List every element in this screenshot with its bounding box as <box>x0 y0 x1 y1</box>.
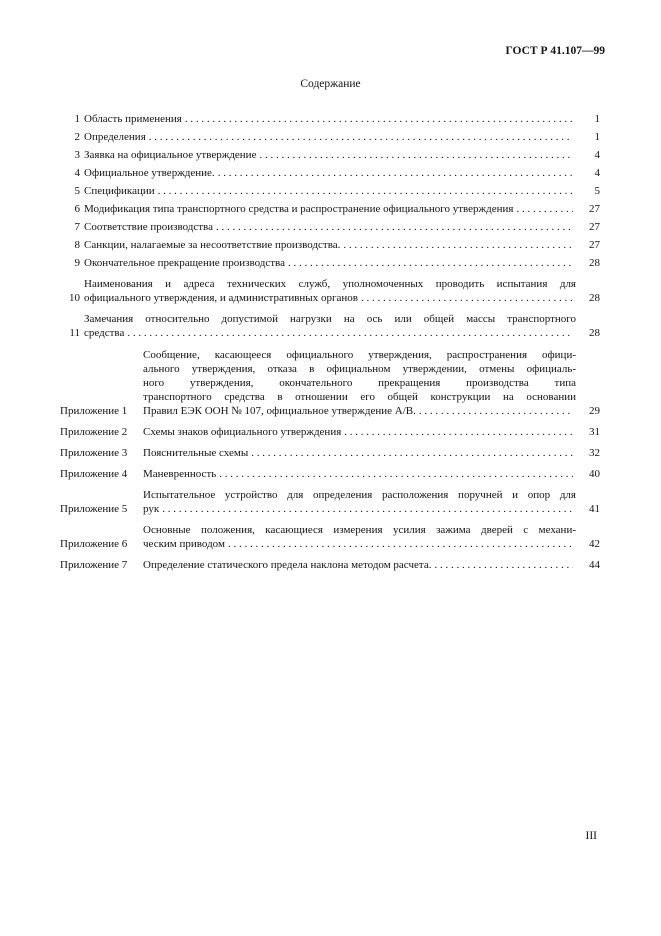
entry-title-last-line <box>84 220 576 234</box>
dot-leader <box>344 425 573 439</box>
toc-appendix-entry[interactable] <box>60 488 600 516</box>
entry-title <box>143 488 576 516</box>
section-number: 5 <box>74 185 80 197</box>
entry-title <box>84 184 576 198</box>
entry-title-line: транспортного средства в отношении его общей конструкции на основании <box>143 391 576 403</box>
page-ref: 28 <box>589 257 600 269</box>
toc-appendix-entry[interactable] <box>60 467 600 481</box>
entry-title <box>143 467 576 481</box>
section-number: 4 <box>74 167 80 179</box>
entry-title <box>84 312 576 340</box>
appendix-label: Приложение 7 <box>60 559 128 571</box>
toc-section-entry[interactable] <box>60 112 600 126</box>
entry-title-text: средства <box>84 327 125 339</box>
page-ref: 27 <box>589 203 600 215</box>
entry-title-last-line <box>84 166 576 180</box>
section-number: 3 <box>74 149 80 161</box>
page-ref: 42 <box>589 538 600 550</box>
page-ref: 28 <box>589 327 600 339</box>
page-ref: 44 <box>589 559 600 571</box>
document-code: ГОСТ Р 41.107—99 <box>505 45 605 57</box>
entry-title-last-line <box>84 130 576 144</box>
toc-section-entry[interactable] <box>60 202 600 216</box>
entry-title-text: Соответствие производства <box>84 221 213 233</box>
section-number: 7 <box>74 221 80 233</box>
page-ref: 27 <box>589 221 600 233</box>
dot-leader <box>216 220 573 234</box>
entry-title-last-line <box>143 404 576 418</box>
toc-section-entry[interactable] <box>60 130 600 144</box>
entry-title-last-line <box>84 291 576 305</box>
appendix-label: Приложение 5 <box>60 503 128 515</box>
entry-title-last-line <box>84 112 576 126</box>
dot-leader <box>149 130 573 144</box>
toc-section-entry[interactable] <box>60 166 600 180</box>
page-ref: 31 <box>589 426 600 438</box>
entry-title-text: Модификация типа транспортного средства и распространение официального утверждения <box>84 203 514 215</box>
dot-leader <box>288 256 573 270</box>
dot-leader <box>162 502 573 516</box>
dot-leader <box>343 238 573 252</box>
entry-title-line: Наименования и адреса технических служб, уполномоченных проводить испытания для <box>84 278 576 290</box>
entry-title-line: Испытательное устройство для определения расположения поручней и опор для <box>143 489 576 501</box>
dot-leader <box>228 537 573 551</box>
entry-title-line: Замечания относительно допустимой нагрузки на ось или общей массы транспортного <box>84 313 576 325</box>
entry-title-line: ного утверждения, окончательного прекращения производства типа <box>143 377 576 389</box>
page-ref: 41 <box>589 503 600 515</box>
page-number: III <box>585 830 597 842</box>
entry-title <box>143 523 576 551</box>
page-ref: 4 <box>594 149 600 161</box>
appendix-label: Приложение 6 <box>60 538 128 550</box>
page-ref: 5 <box>594 185 600 197</box>
dot-leader <box>251 446 573 460</box>
entry-title-text: Официальное утверждение. <box>84 167 215 179</box>
entry-title <box>143 425 576 439</box>
entry-title-last-line <box>143 467 576 481</box>
entry-title-text: Определения <box>84 131 146 143</box>
entry-title-text: рук <box>143 503 160 515</box>
dot-leader <box>259 148 573 162</box>
toc-section-entry[interactable] <box>60 220 600 234</box>
entry-title-last-line <box>84 148 576 162</box>
entry-title-last-line <box>84 256 576 270</box>
appendix-label: Приложение 3 <box>60 447 128 459</box>
entry-title-text: официального утверждения, и административных органов <box>84 292 358 304</box>
toc-appendix-entry[interactable] <box>60 348 600 418</box>
dot-leader <box>219 467 573 481</box>
entry-title-text: Область применения <box>84 113 182 125</box>
dot-leader <box>218 166 573 180</box>
entry-title <box>84 220 576 234</box>
entry-title <box>84 130 576 144</box>
entry-title <box>143 558 576 572</box>
dot-leader <box>419 404 573 418</box>
entry-title-text: Санкции, налагаемые за несоответствие производства. <box>84 239 341 251</box>
entry-title <box>84 112 576 126</box>
entry-title-text: ческим приводом <box>143 538 225 550</box>
entry-title-last-line <box>84 184 576 198</box>
entry-title-text: Спецификации <box>84 185 155 197</box>
toc-appendix-entry[interactable] <box>60 523 600 551</box>
page-ref: 32 <box>589 447 600 459</box>
entry-title <box>84 166 576 180</box>
entry-title-last-line <box>84 326 576 340</box>
appendix-label: Приложение 2 <box>60 426 128 438</box>
toc-title: Содержание <box>300 78 361 90</box>
entry-title <box>143 348 576 418</box>
entry-title <box>143 446 576 460</box>
section-number: 1 <box>74 113 80 125</box>
entry-title-text: Определение статического предела наклона методом расчета. <box>143 559 432 571</box>
entry-title-last-line <box>84 238 576 252</box>
toc-appendix-entry[interactable] <box>60 558 600 572</box>
page-ref: 28 <box>589 292 600 304</box>
entry-title-last-line <box>143 425 576 439</box>
page-ref: 4 <box>594 167 600 179</box>
dot-leader <box>434 558 573 572</box>
toc-appendix-entry[interactable] <box>60 446 600 460</box>
section-number: 9 <box>74 257 80 269</box>
entry-title <box>84 256 576 270</box>
dot-leader <box>516 202 573 216</box>
page-ref: 27 <box>589 239 600 251</box>
page-ref: 1 <box>594 131 600 143</box>
entry-title <box>84 202 576 216</box>
toc-appendix-entry[interactable] <box>60 425 600 439</box>
entry-title-text: Правил ЕЭК ООН № 107, официальное утверждение А/В. <box>143 405 416 417</box>
dot-leader <box>185 112 573 126</box>
section-number: 6 <box>74 203 80 215</box>
toc-section-entry[interactable] <box>60 277 600 305</box>
entry-title-text: Схемы знаков официального утверждения <box>143 426 342 438</box>
appendix-label: Приложение 4 <box>60 468 128 480</box>
entry-title-last-line <box>143 558 576 572</box>
toc-section-entry[interactable] <box>60 312 600 340</box>
entry-title-text: Заявка на официальное утверждение <box>84 149 257 161</box>
toc-section-entry[interactable] <box>60 184 600 198</box>
dot-leader <box>127 326 573 340</box>
entry-title-text: Окончательное прекращение производства <box>84 257 285 269</box>
dot-leader <box>158 184 573 198</box>
entry-title-line: ального утверждения, отказа в официальном утверждении, отмены официаль- <box>143 363 576 375</box>
section-number: 2 <box>74 131 80 143</box>
appendix-label: Приложение 1 <box>60 405 128 417</box>
page-ref: 40 <box>589 468 600 480</box>
dot-leader <box>361 291 573 305</box>
section-number: 10 <box>69 292 80 304</box>
entry-title-line: Сообщение, касающееся официального утверждения, распространения офици- <box>143 349 576 361</box>
page-ref: 1 <box>594 113 600 125</box>
entry-title-last-line <box>143 446 576 460</box>
entry-title-last-line <box>143 502 576 516</box>
entry-title-text: Пояснительные схемы <box>143 447 249 459</box>
entry-title <box>84 238 576 252</box>
section-number: 8 <box>74 239 80 251</box>
toc-section-entry[interactable] <box>60 256 600 270</box>
toc-section-entry[interactable] <box>60 148 600 162</box>
section-number: 11 <box>69 327 80 339</box>
table-of-contents <box>60 112 600 572</box>
page-ref: 29 <box>589 405 600 417</box>
toc-section-entry[interactable] <box>60 238 600 252</box>
entry-title-text: Маневренность <box>143 468 217 480</box>
entry-title <box>84 277 576 305</box>
entry-title-line: Основные положения, касающиеся измерения усилия зажима дверей с механи- <box>143 524 576 536</box>
entry-title-last-line <box>143 537 576 551</box>
entry-title-last-line <box>84 202 576 216</box>
entry-title <box>84 148 576 162</box>
